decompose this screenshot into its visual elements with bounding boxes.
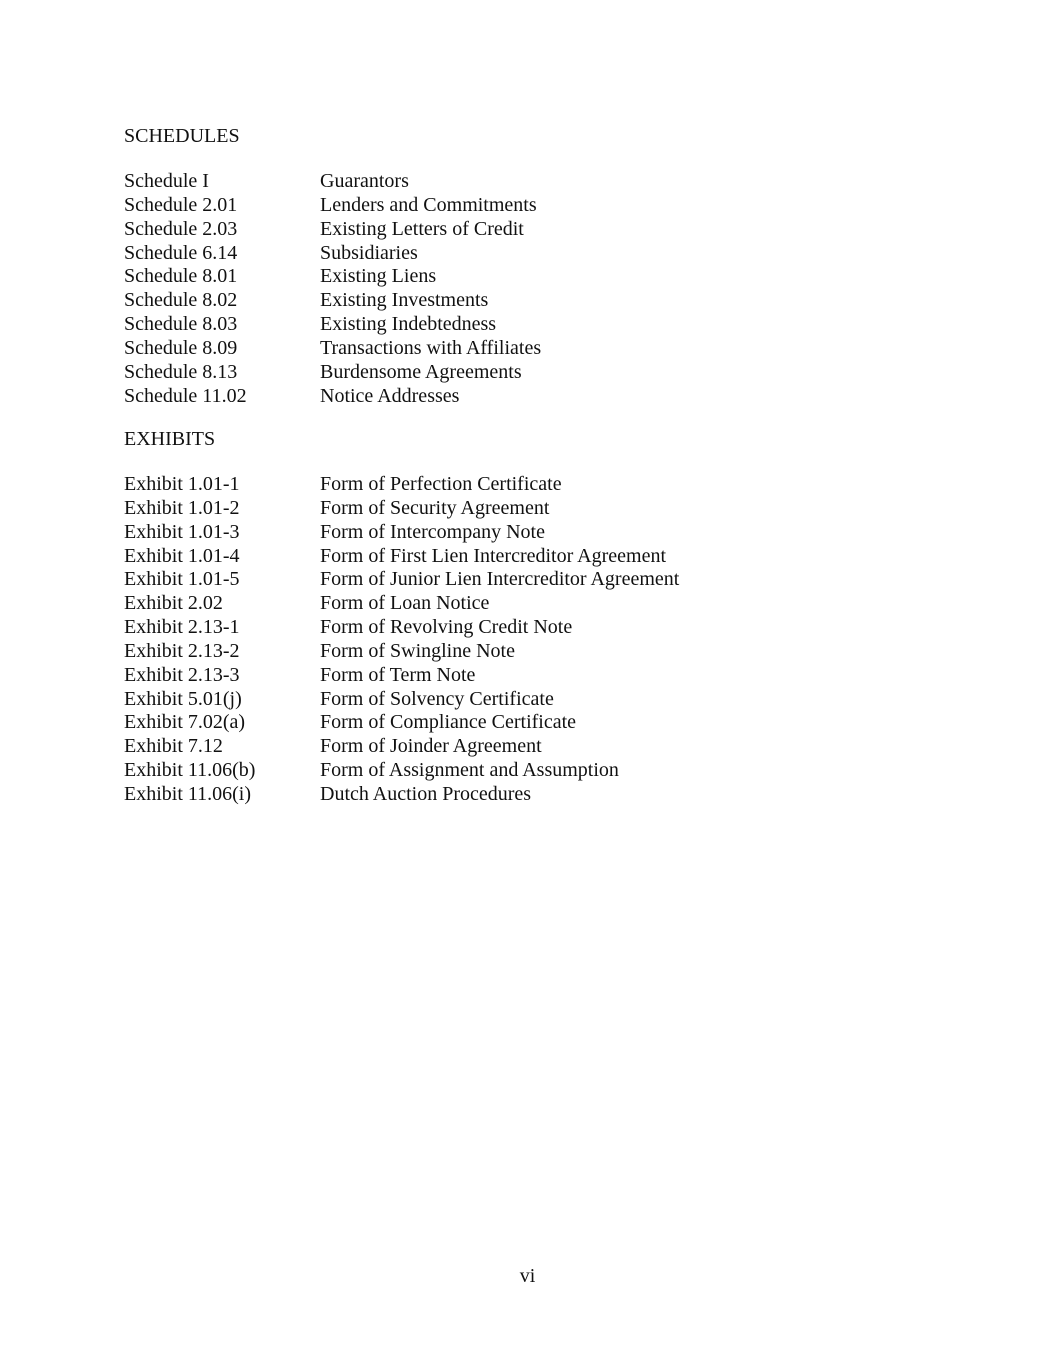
schedule-row	[124, 241, 541, 265]
exhibit-label: Exhibit 5.01(j)	[124, 687, 242, 710]
exhibit-title: Form of Solvency Certificate	[320, 687, 554, 710]
exhibit-row	[124, 496, 679, 520]
schedule-row	[124, 336, 541, 360]
exhibit-row	[124, 591, 679, 615]
exhibit-row	[124, 782, 679, 806]
schedule-title: Existing Letters of Credit	[320, 217, 524, 240]
exhibit-row	[124, 520, 679, 544]
schedule-title: Guarantors	[320, 170, 409, 192]
exhibit-title: Form of Intercompany Note	[320, 520, 545, 543]
exhibit-row	[124, 710, 679, 734]
exhibit-title: Dutch Auction Procedures	[320, 782, 532, 805]
exhibit-row	[124, 687, 679, 711]
schedule-row	[124, 169, 541, 193]
schedule-row	[124, 264, 541, 288]
exhibits-list	[124, 472, 679, 806]
exhibit-row	[124, 663, 679, 687]
exhibits-heading: EXHIBITS	[124, 428, 216, 450]
schedule-label: Schedule 11.02	[124, 384, 247, 407]
exhibit-title: Form of Perfection Certificate	[320, 473, 562, 495]
schedules-heading: SCHEDULES	[124, 125, 240, 147]
schedule-title: Existing Investments	[320, 289, 489, 312]
exhibit-title: Form of Joinder Agreement	[320, 735, 542, 758]
schedule-title: Lenders and Commitments	[320, 193, 537, 216]
schedule-label: Schedule 8.13	[124, 360, 238, 383]
schedule-row	[124, 360, 541, 384]
schedules-list	[124, 169, 541, 407]
exhibit-title: Form of Junior Lien Intercreditor Agreement	[320, 568, 680, 591]
exhibit-label: Exhibit 11.06(b)	[124, 759, 256, 782]
exhibit-label: Exhibit 7.12	[124, 735, 223, 758]
schedule-label: Schedule 8.01	[124, 265, 238, 288]
exhibit-label: Exhibit 11.06(i)	[124, 782, 252, 805]
schedule-title: Existing Indebtedness	[320, 313, 497, 336]
schedule-title: Notice Addresses	[320, 384, 460, 407]
exhibit-title: Form of Compliance Certificate	[320, 711, 577, 734]
exhibit-title: Form of First Lien Intercreditor Agreement	[320, 544, 667, 567]
schedule-label: Schedule I	[124, 170, 209, 192]
exhibit-label: Exhibit 1.01-2	[124, 496, 240, 519]
exhibit-title: Form of Swingline Note	[320, 639, 515, 662]
exhibit-title: Form of Loan Notice	[320, 592, 490, 615]
exhibit-label: Exhibit 1.01-3	[124, 520, 240, 543]
schedule-row	[124, 312, 541, 336]
exhibit-label: Exhibit 7.02(a)	[124, 711, 246, 734]
schedule-label: Schedule 8.02	[124, 289, 238, 312]
exhibit-label: Exhibit 1.01-4	[124, 544, 240, 567]
schedule-label: Schedule 2.01	[124, 193, 238, 216]
schedule-row	[124, 384, 541, 408]
exhibit-label: Exhibit 2.13-3	[124, 663, 240, 686]
schedule-title: Existing Liens	[320, 265, 437, 288]
schedule-label: Schedule 6.14	[124, 241, 238, 264]
exhibit-title: Form of Revolving Credit Note	[320, 616, 573, 639]
exhibit-row	[124, 615, 679, 639]
exhibit-row	[124, 734, 679, 758]
exhibit-row	[124, 567, 679, 591]
schedule-label: Schedule 8.03	[124, 313, 238, 336]
schedule-label: Schedule 2.03	[124, 217, 238, 240]
exhibit-label: Exhibit 1.01-1	[124, 473, 240, 495]
schedule-row	[124, 217, 541, 241]
exhibit-title: Form of Assignment and Assumption	[320, 759, 619, 782]
schedule-label: Schedule 8.09	[124, 336, 238, 359]
schedule-title: Burdensome Agreements	[320, 360, 522, 383]
exhibit-label: Exhibit 2.02	[124, 592, 223, 615]
schedule-title: Subsidiaries	[320, 241, 418, 264]
exhibit-label: Exhibit 1.01-5	[124, 568, 240, 591]
exhibit-label: Exhibit 2.13-2	[124, 639, 240, 662]
exhibit-title: Form of Term Note	[320, 663, 476, 686]
exhibit-title: Form of Security Agreement	[320, 496, 550, 519]
schedule-title: Transactions with Affiliates	[320, 336, 542, 359]
exhibit-row	[124, 472, 679, 496]
schedule-row	[124, 288, 541, 312]
exhibit-row	[124, 639, 679, 663]
exhibit-row	[124, 758, 679, 782]
page-number: vi	[519, 1265, 536, 1287]
exhibit-label: Exhibit 2.13-1	[124, 616, 240, 639]
exhibit-row	[124, 544, 679, 568]
schedule-row	[124, 193, 541, 217]
